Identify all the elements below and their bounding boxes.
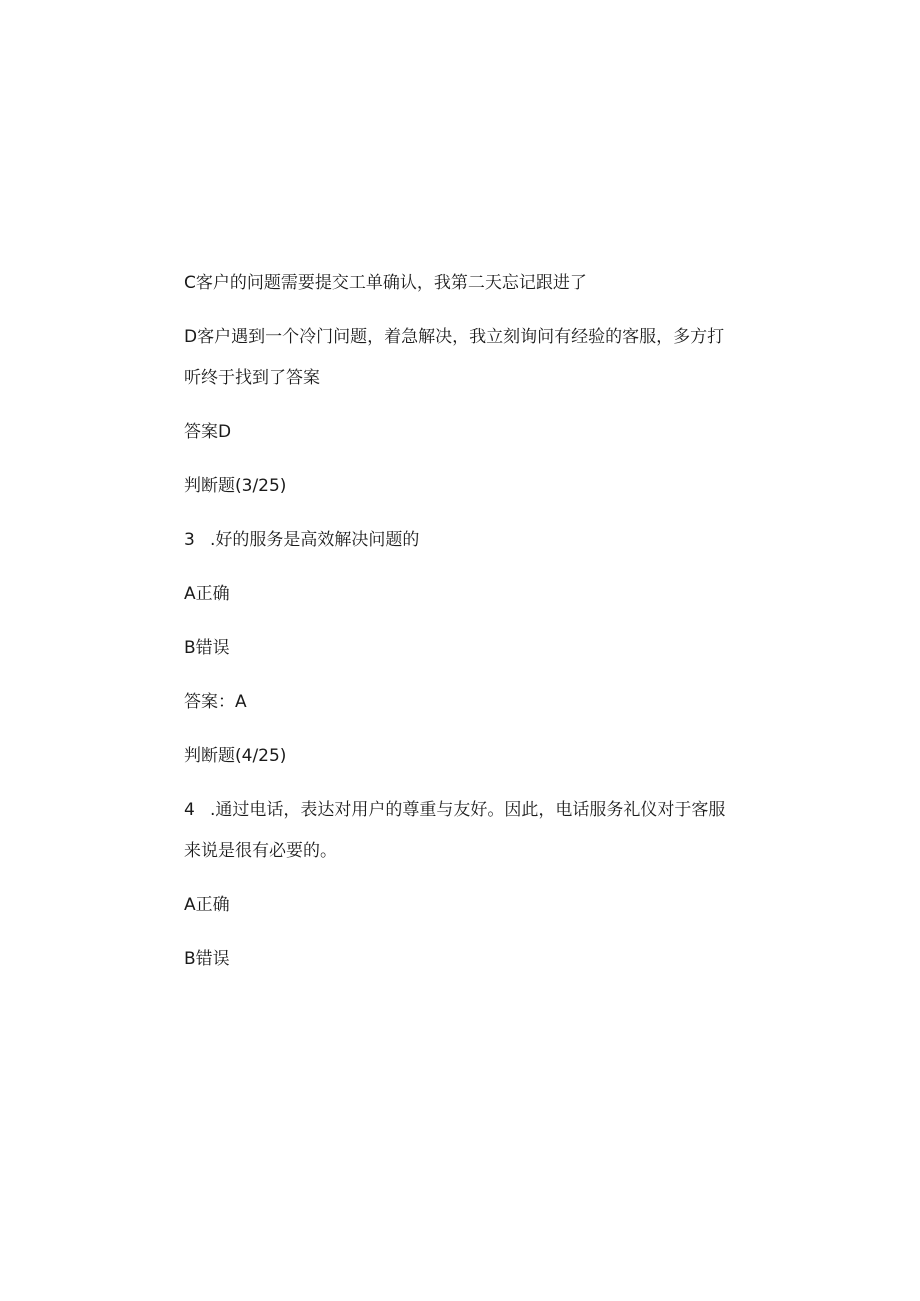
q4-section-heading: 判断题(4/25) <box>184 746 287 766</box>
q2-answer: 答案D <box>184 422 232 442</box>
q3-option-a: A正确 <box>184 584 230 604</box>
q2-option-d-line1: D客户遇到一个冷门问题，着急解决，我立刻询问有经验的客服，多方打 <box>184 327 725 347</box>
q2-option-d-line2: 听终于找到了答案 <box>184 368 320 388</box>
q3-answer: 答案：A <box>184 692 247 712</box>
q4-option-b: B错误 <box>184 949 230 969</box>
q3-option-b: B错误 <box>184 638 230 658</box>
q4-number: 4 <box>184 800 195 820</box>
q4-text-line1: .通过电话，表达对用户的尊重与友好。因此，电话服务礼仪对于客服 <box>210 800 726 820</box>
q4-question-line2: 来说是很有必要的。 <box>184 841 337 861</box>
q4-question-line1 <box>184 798 725 822</box>
q4-option-a: A正确 <box>184 895 230 915</box>
q3-text: .好的服务是高效解决问题的 <box>210 530 420 550</box>
q3-question <box>184 528 419 552</box>
q3-number: 3 <box>184 530 195 550</box>
q2-option-c: C客户的问题需要提交工单确认，我第二天忘记跟进了 <box>184 273 587 293</box>
q3-section-heading: 判断题(3/25) <box>184 476 287 496</box>
